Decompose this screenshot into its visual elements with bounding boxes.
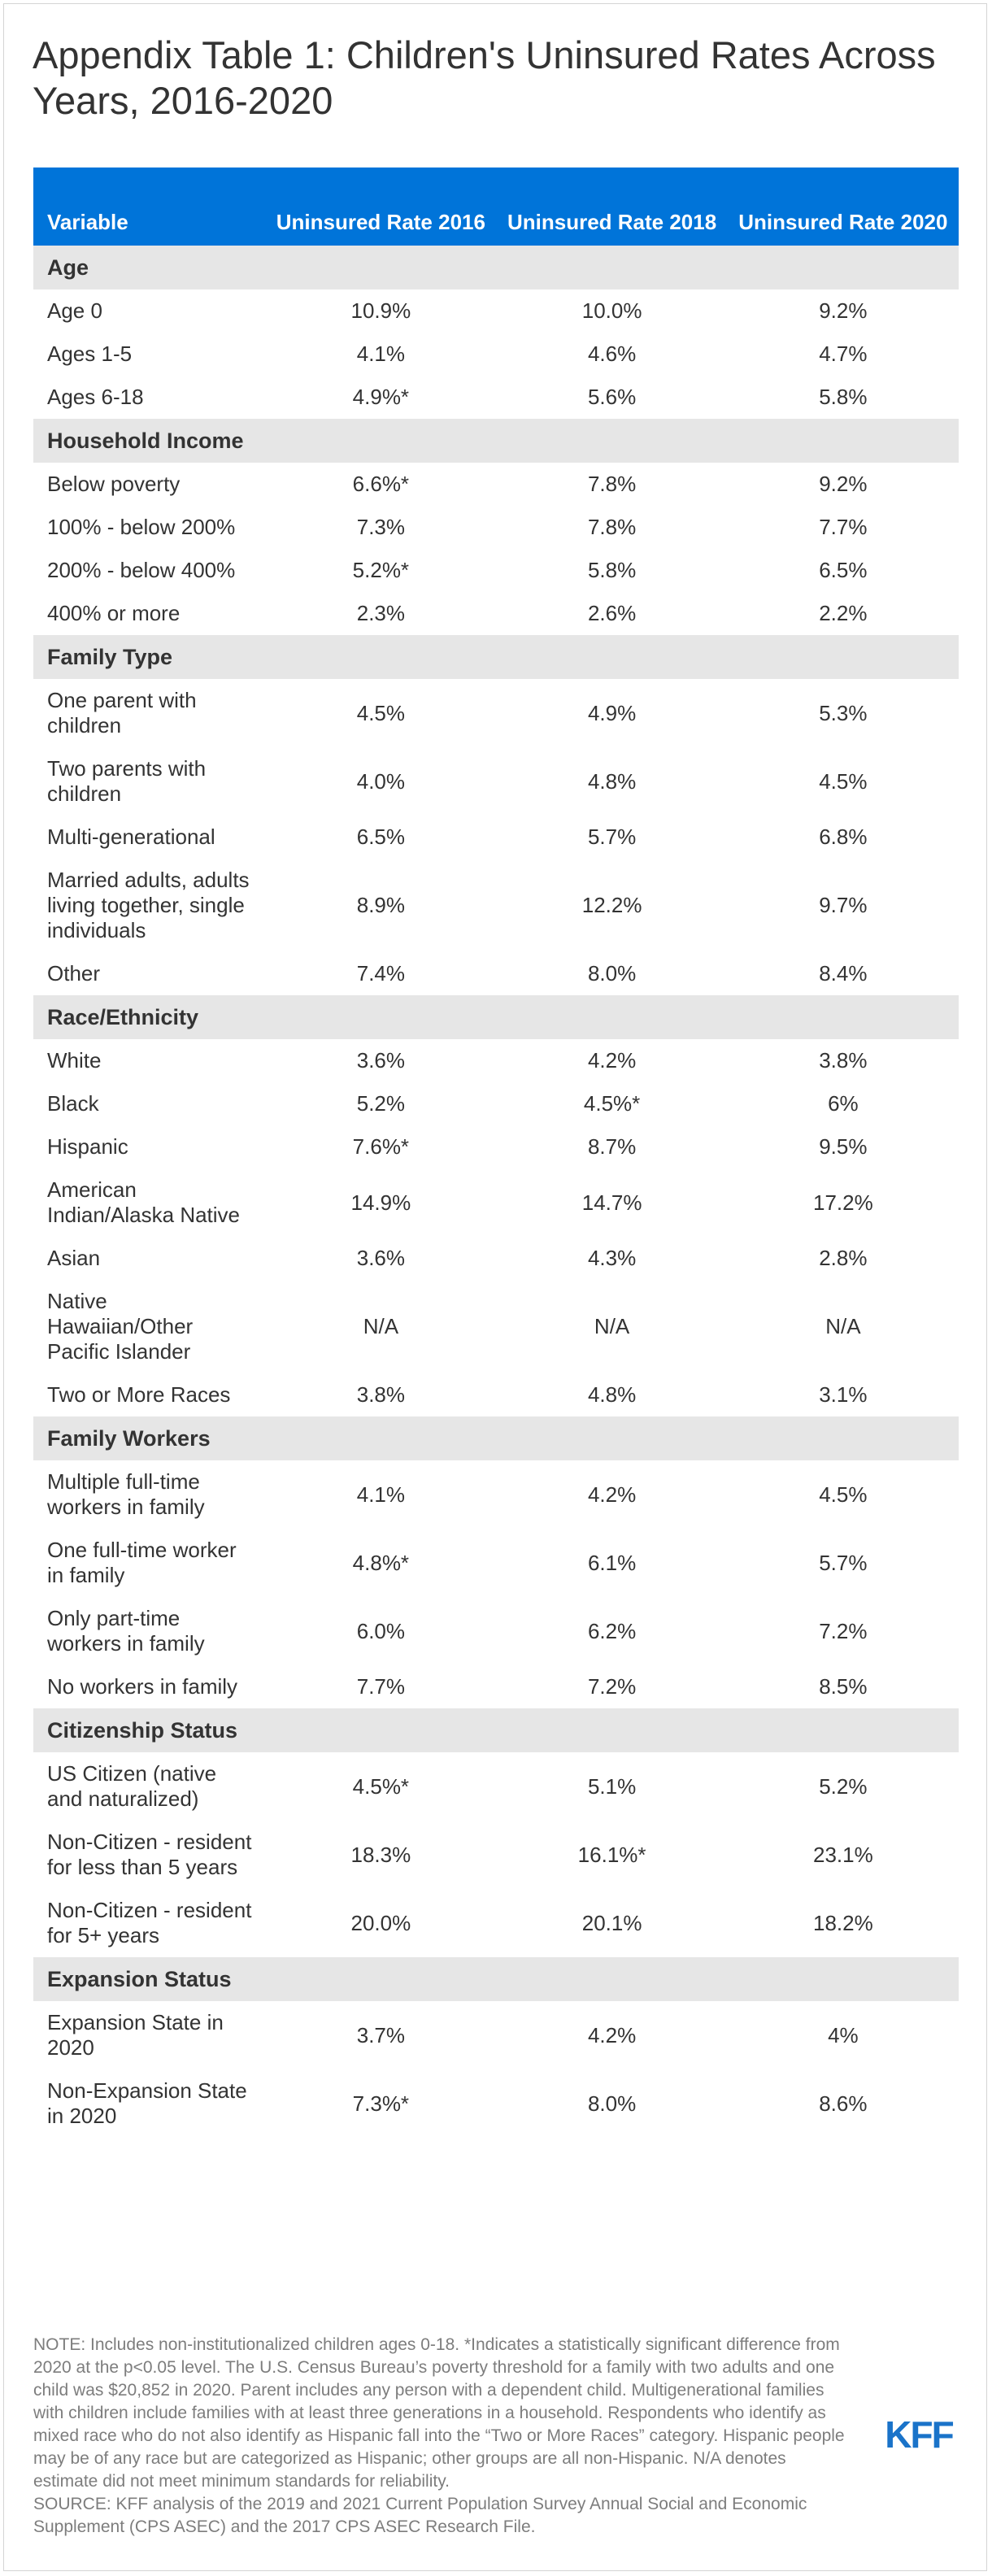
rate-2018: 5.8% [587, 558, 637, 582]
rate-2020: 9.2% [819, 298, 868, 323]
rate-2018: 4.5%* [583, 1091, 641, 1116]
row-label: Married adults, adults living together, single individuals [47, 868, 250, 942]
rate-2018: N/A [594, 1314, 630, 1338]
row-label: Two or More Races [47, 1382, 231, 1407]
rate-2020: 5.2% [819, 1773, 868, 1799]
rate-2020: 8.6% [819, 2091, 868, 2116]
rate-2018: 7.2% [587, 1674, 637, 1699]
rate-2020: 8.5% [819, 1674, 868, 1699]
rate-2018: 4.2% [587, 1482, 637, 1507]
rate-2016: 18.3% [350, 1842, 411, 1867]
rate-2018: 4.3% [587, 1246, 637, 1270]
row-label: Ages 6-18 [47, 385, 144, 409]
table-body [33, 246, 959, 2138]
rate-2020: 4.5% [819, 1482, 868, 1507]
section-row [33, 246, 959, 289]
rate-2020: 9.5% [819, 1134, 868, 1159]
section-label: Family Workers [47, 1425, 211, 1451]
rate-2018: 6.1% [587, 1550, 637, 1575]
rate-2016: 2.3% [356, 601, 405, 625]
source-note: SOURCE: KFF analysis of the 2019 and 2021 Current Population Survey Annual Social and Economic Supplement (CPS ASEC) and the 2017 CPS ASEC Research File. [33, 2495, 807, 2536]
rate-2018: 8.7% [587, 1134, 637, 1159]
section-row [33, 1957, 959, 2001]
table-row [33, 1665, 959, 1708]
section-row [33, 635, 959, 679]
row-label: Asian [47, 1246, 101, 1270]
rate-2018: 4.8% [587, 1382, 637, 1407]
rate-2020: 2.2% [819, 601, 868, 625]
footer [33, 2334, 846, 2539]
footnote: NOTE: Includes non-institutionalized children ages 0-18. *Indicates a statistically significant difference from 2020 at the p<0.05 level. The U.S. Census Bureau’s poverty threshold for a family with two adults and one child was $20,852 in 2020. Parent includes any person with a dependent child. Multigenerational families with children include families with at least three generations in a household. Respondents who identify as mixed race who do not also identify as Hispanic fall into the “Two or More Races” category. Hispanic people may be of any race but are categorized as Hispanic; other groups are all non-Hispanic. N/A denotes estimate did not meet minimum standards for reliability. [33, 2335, 845, 2491]
rate-2020: 9.7% [819, 893, 868, 917]
rate-2016: 4.1% [356, 342, 405, 366]
rate-2016: 5.2% [356, 1091, 405, 1116]
rate-2016: 4.8%* [352, 1550, 410, 1575]
row-label: Multi-generational [47, 825, 215, 849]
row-label: 100% - below 200% [47, 515, 236, 539]
section-label: Race/Ethnicity [47, 1004, 199, 1029]
rate-2016: 5.2%* [352, 558, 410, 582]
kff-logo [878, 2413, 959, 2452]
row-label: White [47, 1048, 102, 1073]
rate-2018: 8.0% [587, 2091, 637, 2116]
rate-2020: 6% [828, 1091, 859, 1116]
rate-2016: 3.7% [356, 2022, 405, 2047]
row-label: Non-Expansion State in 2020 [47, 2078, 247, 2128]
rate-2018: 5.7% [587, 825, 637, 849]
table-row [33, 1373, 959, 1416]
table-row [33, 1889, 959, 1957]
rate-2020: 5.3% [819, 700, 868, 725]
section-row [33, 419, 959, 463]
rate-2016: 3.6% [356, 1246, 405, 1270]
table-row [33, 333, 959, 376]
section-row [33, 1416, 959, 1460]
row-label: Ages 1-5 [47, 342, 133, 366]
rate-2018: 4.9% [587, 700, 637, 725]
table-row [33, 859, 959, 952]
rate-2016: 4.9%* [352, 385, 410, 409]
header-2020: Uninsured Rate 2020 [738, 210, 948, 234]
table-row [33, 463, 959, 506]
rate-2020: 3.1% [819, 1382, 868, 1407]
section-label: Citizenship Status [47, 1717, 238, 1743]
rate-2018: 2.6% [587, 601, 637, 625]
rate-2016: 3.6% [356, 1048, 405, 1073]
table-row [33, 1039, 959, 1082]
table-row [33, 679, 959, 747]
rate-2016: 10.9% [350, 298, 411, 323]
rate-2018: 5.6% [587, 385, 637, 409]
table-row [33, 1125, 959, 1168]
section-label: Age [47, 255, 89, 280]
rate-2016: 7.3% [356, 515, 405, 539]
rate-2020: 6.8% [819, 825, 868, 849]
table-row [33, 952, 959, 995]
table-row [33, 1082, 959, 1125]
rate-2020: 4% [828, 2022, 859, 2047]
row-label: One full-time worker in family [47, 1538, 237, 1587]
table-row [33, 592, 959, 635]
rate-2020: 5.8% [819, 385, 868, 409]
rate-2018: 20.1% [581, 1910, 642, 1935]
rate-2016: N/A [363, 1314, 399, 1338]
rate-2020: 5.7% [819, 1550, 868, 1575]
rate-2018: 7.8% [587, 472, 637, 496]
table-row [33, 1821, 959, 1889]
rate-2018: 14.7% [581, 1190, 642, 1215]
rate-2016: 4.1% [356, 1482, 405, 1507]
table-row [33, 1529, 959, 1597]
rate-2016: 4.0% [356, 768, 405, 794]
rate-2016: 7.7% [356, 1674, 405, 1699]
rate-2018: 12.2% [581, 893, 642, 917]
section-row [33, 1708, 959, 1752]
table-row [33, 1752, 959, 1821]
rate-2018: 4.6% [587, 342, 637, 366]
table-row [33, 1280, 959, 1373]
rate-2016: 7.3%* [352, 2091, 410, 2116]
table-row [33, 1237, 959, 1280]
row-label: Hispanic [47, 1134, 128, 1159]
section-label: Family Type [47, 644, 173, 669]
section-label: Expansion Status [47, 1966, 232, 1991]
rate-2016: 14.9% [350, 1190, 411, 1215]
uninsured-rates-table [33, 168, 959, 2138]
row-label: 400% or more [47, 601, 181, 625]
rate-2020: 2.8% [819, 1246, 868, 1270]
header-2018: Uninsured Rate 2018 [507, 210, 717, 234]
rate-2018: 4.2% [587, 1048, 637, 1073]
row-label: Non-Citizen - resident for 5+ years [47, 1898, 252, 1947]
table-row [33, 2001, 959, 2069]
row-label: Age 0 [47, 298, 102, 323]
rate-2018: 8.0% [587, 961, 637, 986]
rate-2016: 6.0% [356, 1618, 405, 1643]
row-label: Two parents with children [47, 756, 207, 806]
row-label: Only part-time workers in family [47, 1606, 205, 1656]
row-label: Other [47, 961, 101, 986]
section-label: Household Income [47, 428, 244, 453]
row-label: No workers in family [47, 1674, 238, 1699]
table-row [33, 747, 959, 816]
rate-2018: 5.1% [587, 1773, 637, 1799]
rate-2016: 7.4% [356, 961, 405, 986]
row-label: Non-Citizen - resident for less than 5 years [47, 1830, 252, 1879]
rate-2020: 6.5% [819, 558, 868, 582]
rate-2018: 6.2% [587, 1618, 637, 1643]
rate-2016: 4.5% [356, 700, 405, 725]
rate-2018: 10.0% [581, 298, 642, 323]
section-row [33, 995, 959, 1039]
rate-2020: 7.7% [819, 515, 868, 539]
rate-2016: 8.9% [356, 893, 405, 917]
rate-2016: 6.6%* [352, 472, 410, 496]
rate-2018: 16.1%* [577, 1842, 646, 1867]
kff-logo-text: KFF [885, 2413, 953, 2452]
rate-2018: 4.8% [587, 768, 637, 794]
rate-2020: 3.8% [819, 1048, 868, 1073]
row-label: Expansion State in 2020 [47, 2010, 224, 2060]
header-2016: Uninsured Rate 2016 [276, 210, 485, 234]
rate-2020: 9.2% [819, 472, 868, 496]
rate-2020: 18.2% [812, 1910, 873, 1935]
table-row [33, 1597, 959, 1665]
row-label: Native Hawaiian/Other Pacific Islander [47, 1289, 194, 1364]
row-label: 200% - below 400% [47, 558, 236, 582]
table-row [33, 2069, 959, 2138]
table-row [33, 1168, 959, 1237]
row-label: US Citizen (native and naturalized) [47, 1761, 217, 1811]
table-row [33, 1460, 959, 1529]
table-header-row [33, 168, 959, 246]
row-label: Black [47, 1091, 99, 1116]
rate-2016: 4.5%* [352, 1773, 410, 1799]
rate-2018: 4.2% [587, 2022, 637, 2047]
rate-2016: 7.6%* [352, 1134, 410, 1159]
rate-2020: 17.2% [812, 1190, 873, 1215]
rate-2016: 3.8% [356, 1382, 405, 1407]
rate-2016: 6.5% [356, 825, 405, 849]
table-row [33, 816, 959, 859]
table-row [33, 549, 959, 592]
rate-2018: 7.8% [587, 515, 637, 539]
row-label: American Indian/Alaska Native [47, 1177, 241, 1227]
rate-2016: 20.0% [350, 1910, 411, 1935]
rate-2020: 8.4% [819, 961, 868, 986]
page-title: Appendix Table 1: Children's Uninsured Rates Across Years, 2016-2020 [33, 33, 936, 122]
rate-2020: 7.2% [819, 1618, 868, 1643]
row-label: Below poverty [47, 472, 181, 496]
table-row [33, 506, 959, 549]
rate-2020: N/A [825, 1314, 861, 1338]
header-variable: Variable [47, 210, 128, 234]
row-label: Multiple full-time workers in family [47, 1469, 205, 1519]
table-row [33, 289, 959, 333]
table-row [33, 376, 959, 419]
rate-2020: 4.5% [819, 768, 868, 794]
rate-2020: 4.7% [819, 342, 868, 366]
row-label: One parent with children [47, 688, 197, 738]
rate-2020: 23.1% [812, 1842, 873, 1867]
